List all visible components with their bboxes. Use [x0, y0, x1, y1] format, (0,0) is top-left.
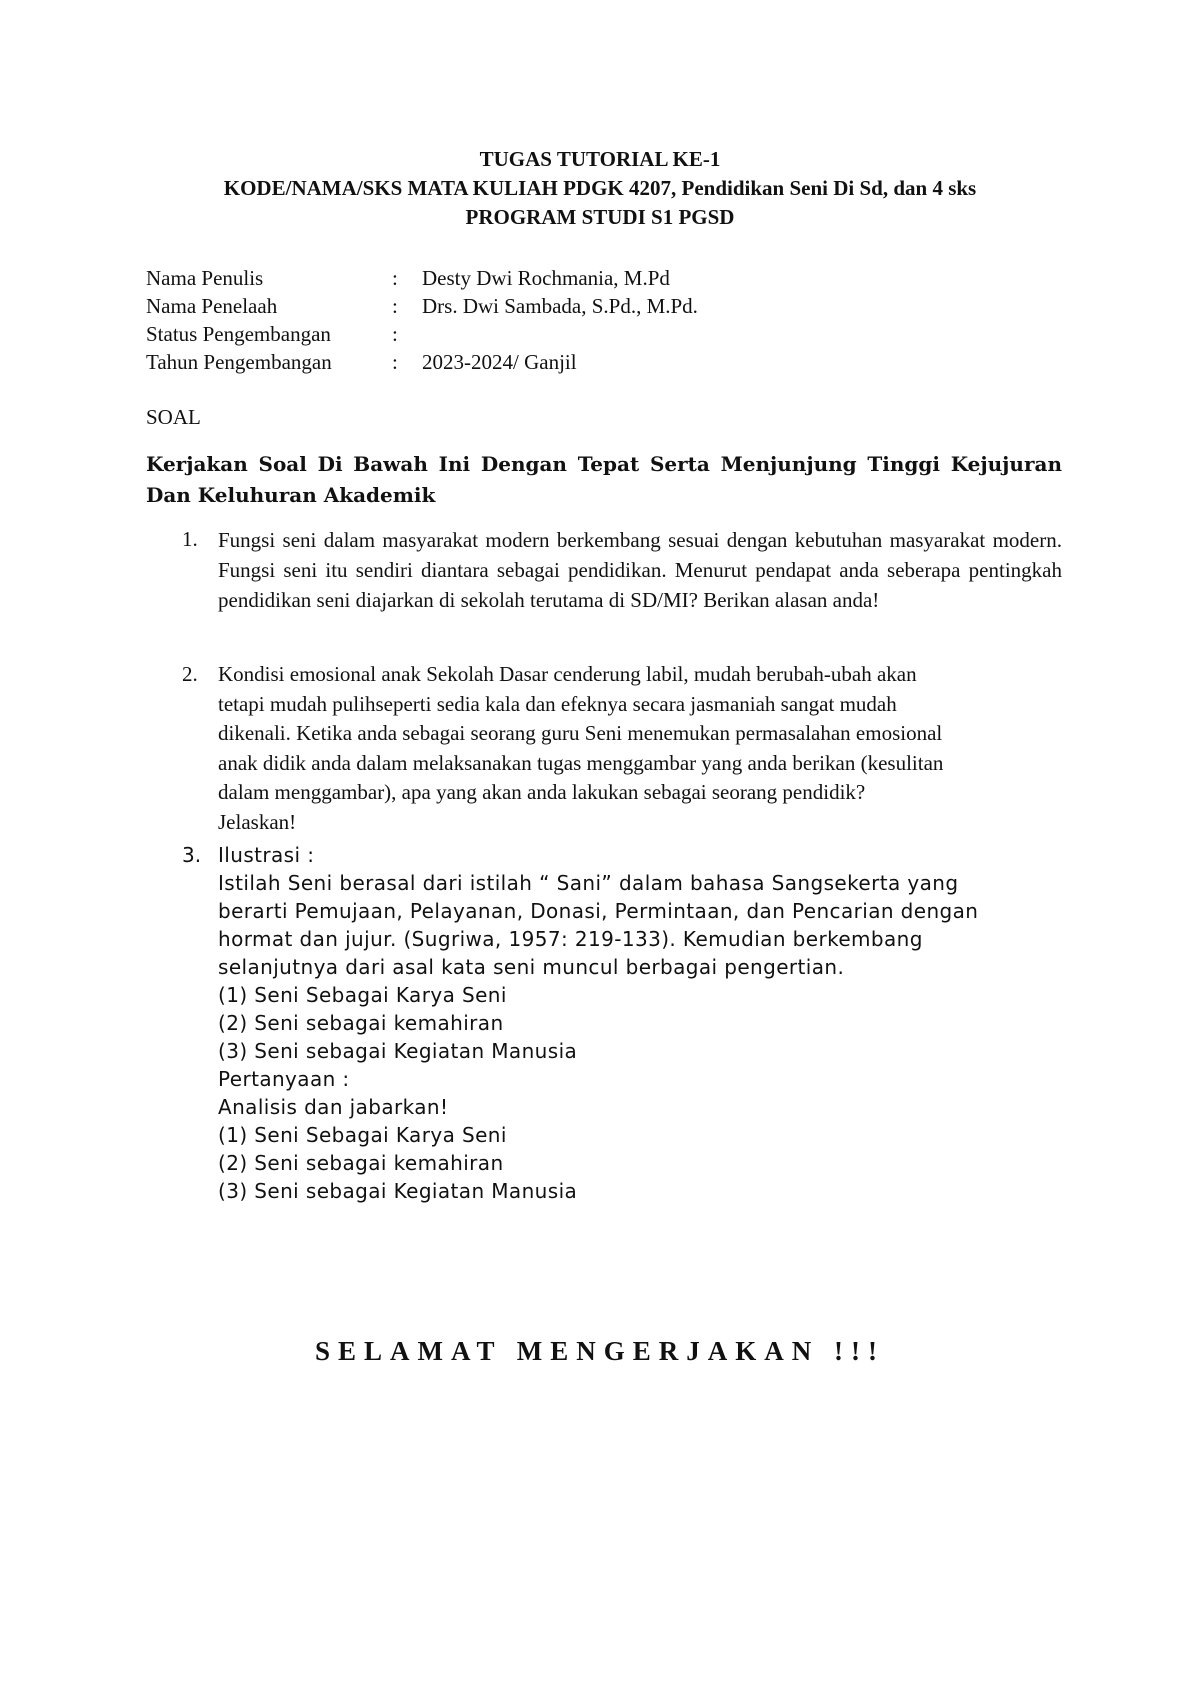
info-label: Nama Penulis: [146, 266, 264, 290]
question-2: [146, 660, 1062, 837]
info-label: Tahun Pengembangan: [146, 350, 332, 374]
question-1: [146, 525, 1062, 615]
question-line: tetapi mudah pulihseperti sedia kala dan efeknya secara jasmaniah sangat mudah: [218, 691, 897, 716]
info-value: [422, 320, 698, 348]
question-text: Fungsi seni dalam masyarakat modern berkembang sesuai dengan kebutuhan masyarakat modern. Fungsi seni itu sendiri diantara sebagai pendidikan. Menurut pendapat anda seberapa pentingkah pendidikan seni diajarkan di sekolah terutama di SD/MI? Berikan alasan anda!: [218, 528, 1062, 612]
question-line: Kondisi emosional anak Sekolah Dasar cenderung labil, mudah berubah-ubah akan: [218, 662, 917, 686]
info-separator: :: [392, 322, 398, 346]
info-row-penelaah: [146, 292, 698, 320]
info-table: [146, 264, 698, 376]
question-3: [146, 841, 1062, 1205]
info-separator: :: [392, 266, 398, 290]
info-label: Status Pengembangan: [146, 322, 331, 346]
question-line: Ilustrasi :: [218, 843, 315, 867]
soal-heading: SOAL: [146, 405, 201, 429]
question-line: Istilah Seni berasal dari istilah “ Sani” dalam bahasa Sangsekerta yang: [218, 871, 959, 895]
question-number: 3.: [182, 843, 202, 867]
header-title: TUGAS TUTORIAL KE-1: [479, 147, 721, 171]
header-program: PROGRAM STUDI S1 PGSD: [465, 205, 735, 229]
info-row-tahun: [146, 348, 698, 376]
closing-message: SELAMAT MENGERJAKAN !!!: [314, 1336, 885, 1366]
question-line: Pertanyaan :: [218, 1067, 350, 1091]
question-number: 1.: [182, 527, 198, 551]
question-line: berarti Pemujaan, Pelayanan, Donasi, Permintaan, dan Pencarian dengan: [218, 899, 979, 923]
question-line: (2) Seni sebagai kemahiran: [218, 1011, 504, 1035]
question-number: 2.: [182, 662, 198, 686]
question-text: [218, 841, 1062, 1205]
info-row-penulis: [146, 264, 698, 292]
info-separator: :: [392, 350, 398, 374]
question-line: dalam menggambar), apa yang akan anda lakukan sebagai seorang pendidik?: [218, 780, 866, 804]
question-text: [218, 660, 1062, 837]
question-line: selanjutnya dari asal kata seni muncul berbagai pengertian.: [218, 955, 845, 979]
document-header: [0, 145, 1200, 232]
question-line: (3) Seni sebagai Kegiatan Manusia: [218, 1179, 578, 1203]
instruction-text: Kerjakan Soal Di Bawah Ini Dengan Tepat Serta Menjunjung Tinggi Kejujuran Dan Keluhuran Akademik: [146, 452, 1062, 507]
question-line: dikenali. Ketika anda sebagai seorang guru Seni menemukan permasalahan emosional: [218, 721, 943, 745]
question-line: (1) Seni Sebagai Karya Seni: [218, 983, 507, 1007]
question-line: Jelaskan!: [218, 809, 297, 834]
question-line: Analisis dan jabarkan!: [218, 1095, 449, 1119]
question-line: (3) Seni sebagai Kegiatan Manusia: [218, 1039, 578, 1063]
info-value: Drs. Dwi Sambada, S.Pd., M.Pd.: [422, 294, 698, 318]
info-value: Desty Dwi Rochmania, M.Pd: [422, 266, 670, 290]
info-separator: :: [392, 294, 398, 318]
question-line: (2) Seni sebagai kemahiran: [218, 1151, 504, 1175]
question-line: hormat dan jujur. (Sugriwa, 1957: 219-133). Kemudian berkembang: [218, 927, 923, 951]
question-line: (1) Seni Sebagai Karya Seni: [218, 1123, 507, 1147]
info-label: Nama Penelaah: [146, 294, 278, 318]
header-course: KODE/NAMA/SKS MATA KULIAH PDGK 4207, Pendidikan Seni Di Sd, dan 4 sks: [223, 176, 977, 200]
question-line: anak didik anda dalam melaksanakan tugas menggambar yang anda berikan (kesulitan: [218, 750, 944, 775]
info-row-status: [146, 320, 698, 348]
info-value: 2023-2024/ Ganjil: [422, 350, 577, 374]
